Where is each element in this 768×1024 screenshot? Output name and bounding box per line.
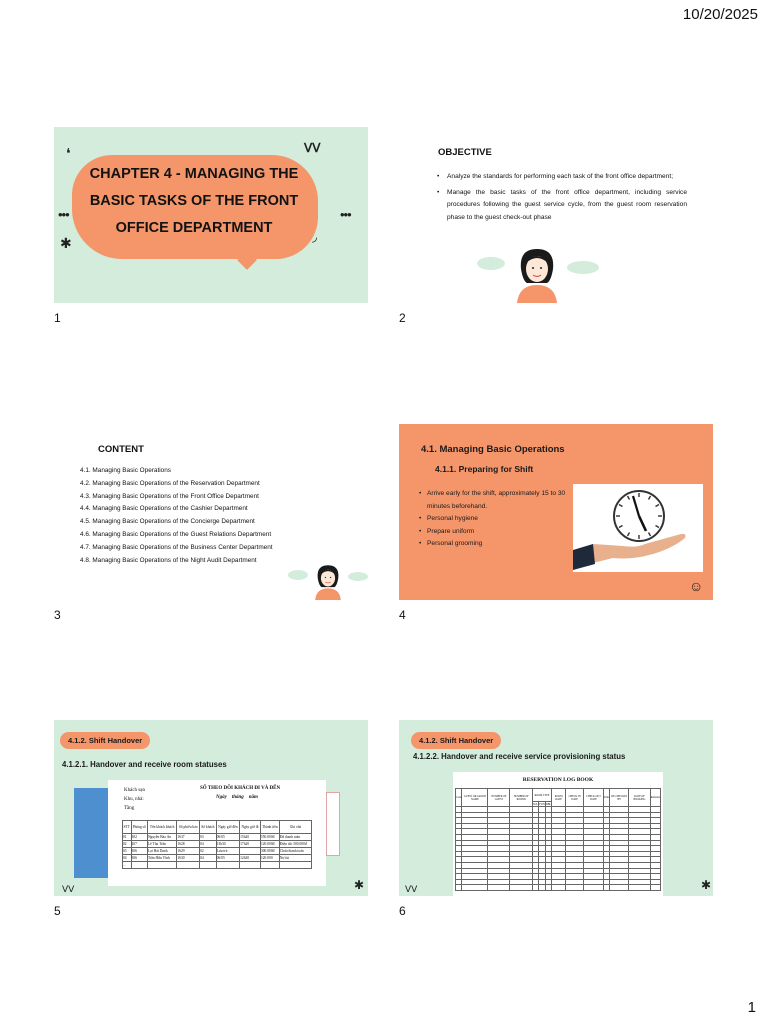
slide-number: 5 <box>54 904 61 918</box>
character-doodle-icon: ☺ <box>689 578 704 594</box>
table-header-row: STT Phòng số Tên khách khách Số phiếu báo Số khách Ngày giờ đến Ngày giờ đi Thành tiền Ghi chú <box>123 821 312 834</box>
arc-doodle-icon: ◞ <box>312 229 318 244</box>
preparation-list <box>419 488 579 551</box>
clock-illustration <box>573 484 703 572</box>
list-item: • Personal grooming <box>419 538 579 551</box>
doc-area-label: Khu, nhà: <box>124 797 144 802</box>
list-item: 4.3. Managing Basic Operations of the Front Office Department <box>80 492 259 500</box>
star-doodle-icon: ✱ <box>354 878 365 892</box>
list-item: • Personal hygiene <box>419 513 579 526</box>
slide-5[interactable] <box>54 720 368 896</box>
table-row: 01 302 Nguyễn Bảo An 1637 03 06/05 15h20 550.000đ Đã thanh toán <box>123 834 312 841</box>
star-doodle-icon: ✱ <box>60 235 72 251</box>
section-pill: 4.1.2. Shift Handover <box>411 732 501 749</box>
girl-illustration-icon <box>312 564 344 600</box>
dots-icon: ••• <box>340 207 351 222</box>
doc-hotel-label: Khách sạn <box>124 788 145 793</box>
list-item: 4.2. Managing Basic Operations of the Reservation Department <box>80 479 260 487</box>
list-item: • Arrive early for the shift, approximately 15 to 30 minutes beforehand. <box>419 488 579 513</box>
list-item: 4.7. Managing Basic Operations of the Business Center Department <box>80 543 273 551</box>
section-subheading: 4.1.1. Preparing for Shift <box>435 464 534 474</box>
table-row: 02 207 Lê Thu Trần 1628 04 13h30 17h20 120.000đ Điện tức 500.000đ <box>123 841 312 848</box>
speech-bubble-icon <box>477 257 505 270</box>
slide-title: OBJECTIVE <box>438 147 492 158</box>
scribble-icon: ᐯᐯ <box>405 884 418 894</box>
star-doodle-icon: ✱ <box>701 878 712 892</box>
slide-number: 3 <box>54 608 61 622</box>
list-item: 4.8. Managing Basic Operations of the Night Audit Department <box>80 556 257 564</box>
doc-title: RESERVATION LOG BOOK <box>522 777 594 783</box>
list-item: • Manage the basic tasks of the front office department, including service procedures following the guest service cycle, from the guest room reservation phase to the guest check-out phase <box>437 187 687 225</box>
slide-3[interactable] <box>54 424 368 600</box>
section-pill: 4.1.2. Shift Handover <box>60 732 150 749</box>
list-item: 4.6. Managing Basic Operations of the Guest Relations Department <box>80 530 272 538</box>
squiggle-icon: ❛ <box>66 145 71 161</box>
speech-bubble-icon <box>348 572 368 581</box>
slide-number: 1 <box>54 311 61 325</box>
table-row: ... <box>123 862 312 869</box>
table-row: 04 306 Trần Hữu Vĩnh 1630 04 06/05 12h30 120.000 Nợ tài <box>123 855 312 862</box>
slide-number: 2 <box>399 311 406 325</box>
software-sidebar <box>74 788 108 878</box>
guest-log-table <box>122 820 312 869</box>
table-row <box>456 885 661 891</box>
slide-1[interactable] <box>54 127 368 303</box>
section-subheading: 4.1.2.1. Handover and receive room statuses <box>62 760 227 769</box>
page-number: 1 <box>747 999 756 1016</box>
list-item: • Analyze the standards for performing each task of the front office department; <box>437 171 687 184</box>
table-row: 03 306 Lại Hải Danh 1629 02 Lưu trú 300.000đ Chưa thanh toán <box>123 848 312 855</box>
slide-title: CONTENT <box>98 444 144 455</box>
slide-number: 4 <box>399 608 406 622</box>
speech-bubble-icon <box>288 570 308 580</box>
scribble-icon: ᐯᐯ <box>304 141 321 155</box>
table-header-row: Code GUEST OR GROUP NAME NUMBER OF GUEST NUMBER OF ROOMS ROOM TYPE ROOM RATE CHECK IN DATE CHECK OUT DATE Time RE-CHECKIN BY DATE OF BOOKING Remarks <box>456 789 661 802</box>
content-list <box>80 465 273 567</box>
section-heading: 4.1. Managing Basic Operations <box>421 444 565 455</box>
speech-bubble-icon <box>567 261 599 274</box>
list-item: 4.5. Managing Basic Operations of the Concierge Department <box>80 518 255 526</box>
clock-hand-icon <box>573 484 703 572</box>
slide-number: 6 <box>399 904 406 918</box>
reservation-log-document <box>453 772 663 896</box>
print-date: 10/20/2025 <box>682 6 758 23</box>
objective-list <box>437 171 687 227</box>
table-subheader-row: SGL TWN DBL <box>533 802 552 806</box>
slide-2[interactable] <box>399 127 713 303</box>
dots-icon: ••• <box>58 207 69 222</box>
section-subheading: 4.1.2.2. Handover and receive service provisioning status <box>413 752 626 761</box>
doc-title: SỔ THEO DÕI KHÁCH ĐI VÀ ĐẾN <box>200 786 281 791</box>
list-item: 4.1. Managing Basic Operations <box>80 467 171 474</box>
slide-6[interactable] <box>399 720 713 896</box>
girl-illustration-icon <box>515 247 559 303</box>
reservation-log-table <box>455 788 661 891</box>
slide-4[interactable] <box>399 424 713 600</box>
guest-log-document <box>108 780 326 886</box>
scribble-icon: ᐯᐯ <box>62 884 75 894</box>
list-item: 4.4. Managing Basic Operations of the Cashier Department <box>80 505 248 513</box>
software-panel <box>326 792 340 856</box>
doc-floor-label: Tầng <box>124 806 135 811</box>
slide-title: CHAPTER 4 - MANAGING THE BASIC TASKS OF THE FRONT OFFICE DEPARTMENT <box>89 166 299 236</box>
list-item: • Prepare uniform <box>419 526 579 539</box>
doc-date-line: Ngày tháng năm <box>216 795 258 800</box>
